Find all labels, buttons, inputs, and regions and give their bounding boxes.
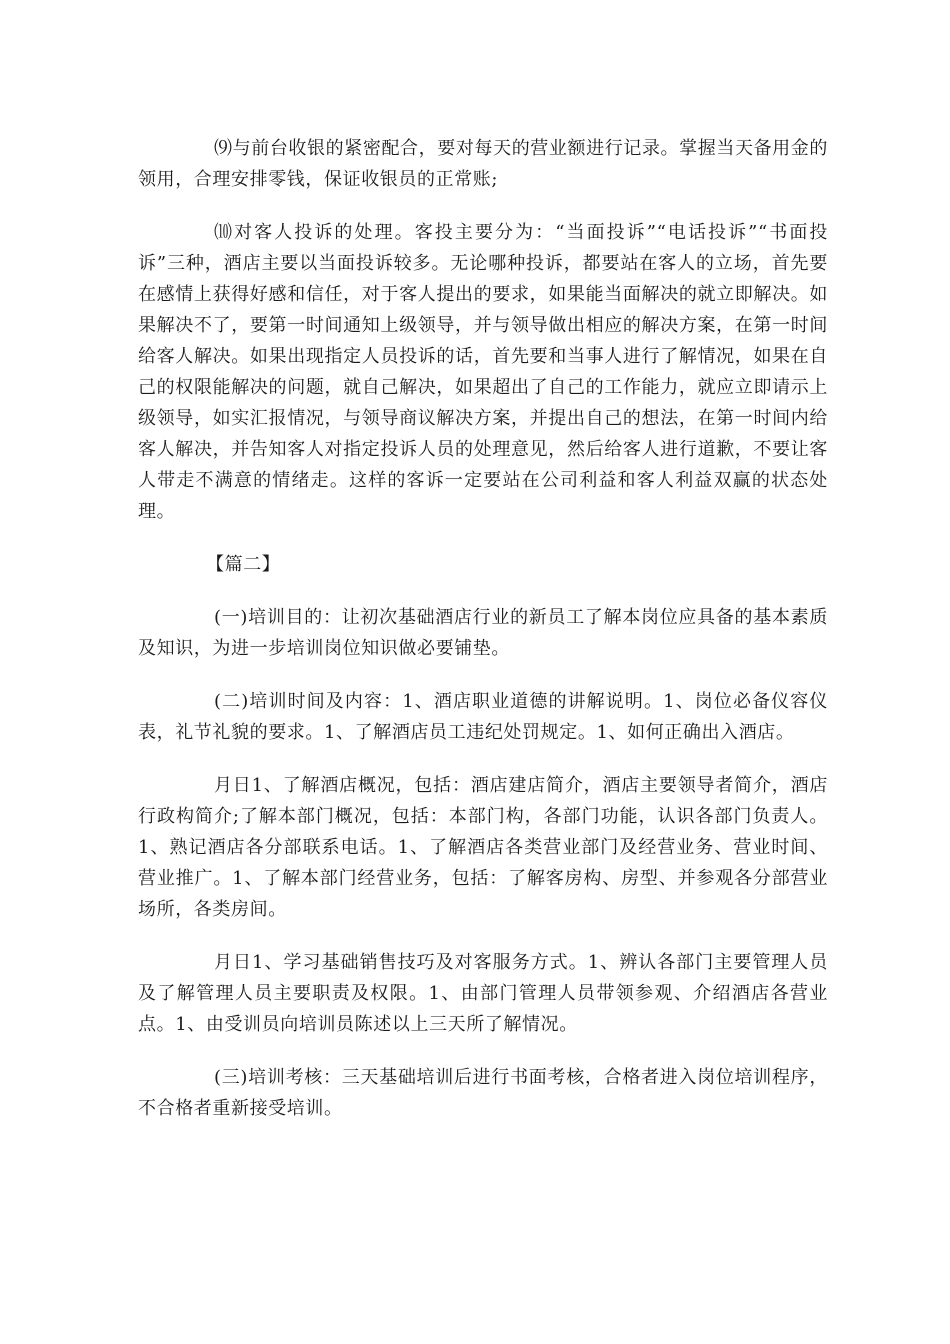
document-page [138, 133, 828, 1124]
training-day-two-paragraph: 月日1、学习基础销售技巧及对客服务方式。1、辨认各部门主要管理人员及了解管理人员主要职责及权限。1、由部门管理人员带领参观、介绍酒店各营业点。1、由受训员向培训员陈述以上三天所了解情况。 [138, 952, 828, 1035]
training-purpose-paragraph: (一)培训目的：让初次基础酒店行业的新员工了解本岗位应具备的基本素质及知识，为进一步培训岗位知识做必要铺垫。 [138, 607, 828, 659]
training-day-one-paragraph: 月日1、了解酒店概况，包括：酒店建店简介，酒店主要领导者简介，酒店行政构简介;了解本部门概况，包括：本部门构，各部门功能，认识各部门负责人。1、熟记酒店各分部联系电话。1、了解酒店各类营业部门及经营业务、营业时间、营业推广。1、了解本部门经营业务，包括：了解客房构、房型、并参观各分部营业场所，各类房间。 [138, 775, 828, 920]
paragraph-item-9: ⑼与前台收银的紧密配合，要对每天的营业额进行记录。掌握当天备用金的领用，合理安排零钱，保证收银员的正常账; [138, 138, 828, 190]
training-time-content-paragraph: (二)培训时间及内容：1、酒店职业道德的讲解说明。1、岗位必备仪容仪表，礼节礼貌的要求。1、了解酒店员工违纪处罚规定。1、如何正确出入酒店。 [138, 691, 828, 743]
training-assessment-paragraph: (三)培训考核：三天基础培训后进行书面考核，合格者进入岗位培训程序，不合格者重新接受培训。 [138, 1067, 828, 1119]
paragraph-item-10: ⑽对客人投诉的处理。客投主要分为：“当面投诉”“电话投诉”“书面投诉”三种，酒店主要以当面投诉较多。无论哪种投诉，都要站在客人的立场，首先要在感情上获得好感和信任，对于客人提出的要求，如果能当面解决的就立即解决。如果解决不了，要第一时间通知上级领导，并与领导做出相应的解决方案，在第一时间给客人解决。如果出现指定人员投诉的话，首先要和当事人进行了解情况，如果在自己的权限能解决的问题，就自己解决，如果超出了自己的工作能力，就应立即请示上级领导，如实汇报情况，与领导商议解决方案，并提出自己的想法，在第一时间内给客人解决，并告知客人对指定投诉人员的处理意见，然后给客人进行道歉，不要让客人带走不满意的情绪走。这样的客诉一定要站在公司利益和客人利益双赢的状态处理。 [138, 222, 828, 522]
section-heading: 【篇二】 [206, 554, 281, 575]
